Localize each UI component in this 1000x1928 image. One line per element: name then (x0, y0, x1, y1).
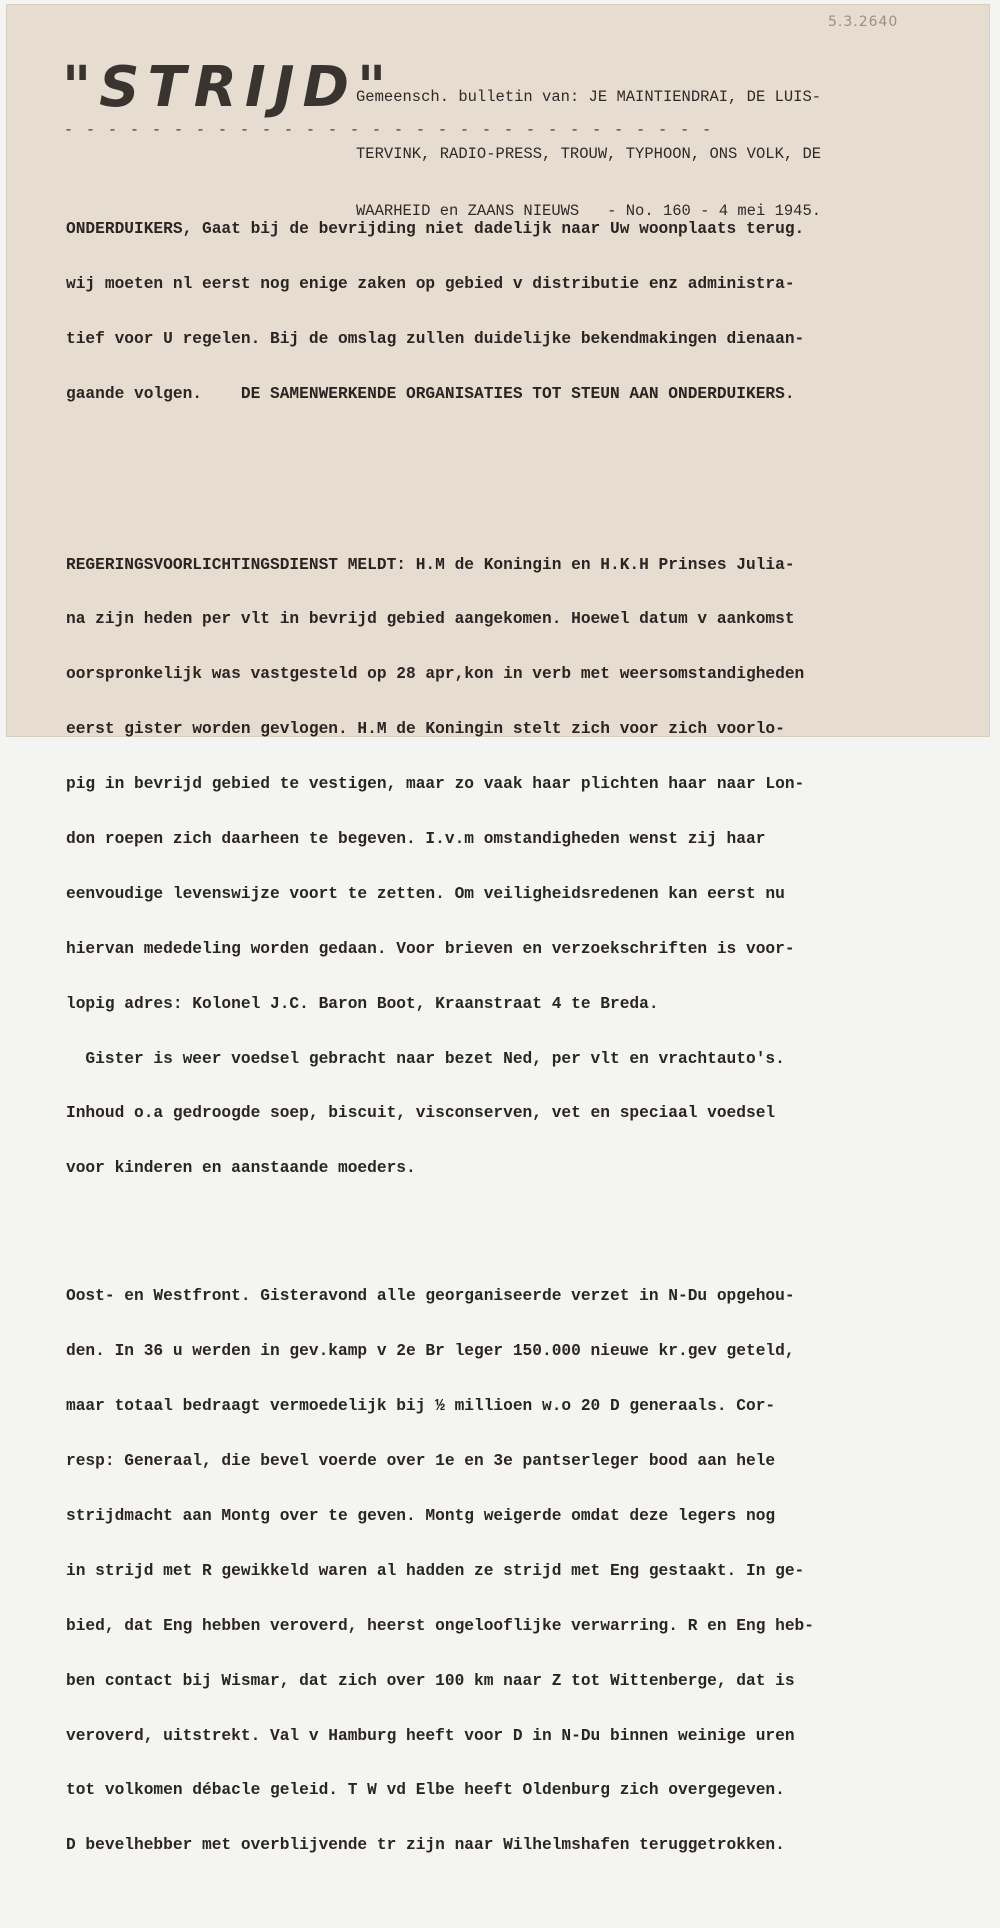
text-line: veroverd, uitstrekt. Val v Hamburg heeft voor D in N-Du binnen weinige uren (66, 1726, 795, 1745)
text-line: den. In 36 u werden in gev.kamp v 2e Br leger 150.000 nieuwe kr.gev geteld, (66, 1342, 795, 1361)
text-line: eenvoudige levenswijze voort te zetten. Om veiligheidsredenen kan eerst nu (66, 884, 785, 903)
paragraph-onderduikers (66, 184, 966, 440)
header-line: Gemeensch. bulletin van: JE MAINTIENDRAI, DE LUIS- (356, 88, 822, 106)
text-line: Oost- en Westfront. Gisteravond alle georganiseerde verzet in N-Du opgehou- (66, 1287, 795, 1306)
text-line: tot volkomen débacle geleid. T W vd Elbe heeft Oldenburg zich overgegeven. (66, 1781, 785, 1800)
text-line: don roepen zich daarheen te begeven. I.v.m omstandigheden wenst zij haar (66, 829, 766, 848)
text-line: voor kinderen en aanstaande moeders. (66, 1159, 416, 1178)
header-line: WAARHEID en ZAANS NIEUWS - No. 160 - 4 mei 1945. (356, 202, 822, 220)
text-line: hiervan mededeling worden gedaan. Voor brieven en verzoekschriften is voor- (66, 939, 795, 958)
divider-line: - - - - - - - - - - - - - - - - - - - - - - - - - - - - - - (64, 122, 714, 139)
paragraph-oost-westfront (66, 1251, 966, 1891)
text-line: na zijn heden per vlt in bevrijd gebied aangekomen. Hoewel datum v aankomst (66, 610, 795, 629)
text-line: bied, dat Eng hebben veroverd, heerst ongelooflijke verwarring. R en Eng heb- (66, 1616, 814, 1635)
text-line: strijdmacht aan Montg over te geven. Montg weigerde omdat deze legers nog (66, 1506, 776, 1525)
text-line: oorspronkelijk was vastgesteld op 28 apr,kon in verb met weersomstandigheden (66, 665, 805, 684)
text-line: wij moeten nl eerst nog enige zaken op gebied v distributie enz administra- (66, 275, 795, 294)
paragraph-regeringsvoorlichting (66, 519, 966, 1214)
text-line: resp: Generaal, die bevel voerde over 1e en 3e pantserleger bood aan hele (66, 1452, 776, 1471)
text-line: ONDERDUIKERS, Gaat bij de bevrijding niet dadelijk naar Uw woonplaats terug. (66, 220, 805, 239)
paper-sheet (6, 4, 990, 1855)
pencil-archive-note: 5.3.2640 (828, 14, 899, 30)
bulletin-body (66, 147, 966, 1928)
header-line: TERVINK, RADIO-PRESS, TROUW, TYPHOON, ONS VOLK, DE (356, 145, 822, 163)
text-line: lopig adres: Kolonel J.C. Baron Boot, Kraanstraat 4 te Breda. (66, 994, 659, 1013)
text-line: ben contact bij Wismar, dat zich over 100 km naar Z tot Wittenberge, dat is (66, 1671, 795, 1690)
text-line: D bevelhebber met overblijvende tr zijn naar Wilhelmshafen teruggetrokken. (66, 1836, 785, 1855)
text-line: maar totaal bedraagt vermoedelijk bij ½ millioen w.o 20 D generaals. Cor- (66, 1397, 776, 1416)
text-line: Inhoud o.a gedroogde soep, biscuit, visconserven, vet en speciaal voedsel (66, 1104, 776, 1123)
text-line: pig in bevrijd gebied te vestigen, maar zo vaak haar plichten haar naar Lon- (66, 775, 805, 794)
text-line: gaande volgen. DE SAMENWERKENDE ORGANISATIES TOT STEUN AAN ONDERDUIKERS. (66, 384, 795, 403)
text-line: tief voor U regelen. Bij de omslag zullen duidelijke bekendmakingen dienaan- (66, 329, 805, 348)
text-line: in strijd met R gewikkeld waren al hadden ze strijd met Eng gestaakt. In ge- (66, 1561, 805, 1580)
text-line: eerst gister worden gevlogen. H.M de Koningin stelt zich voor zich voorlo- (66, 720, 785, 739)
text-line: Gister is weer voedsel gebracht naar bezet Ned, per vlt en vrachtauto's. (66, 1049, 785, 1068)
text-line: REGERINGSVOORLICHTINGSDIENST MELDT: H.M de Koningin en H.K.H Prinses Julia- (66, 555, 795, 574)
masthead-title: "STRIJD" (62, 55, 395, 120)
